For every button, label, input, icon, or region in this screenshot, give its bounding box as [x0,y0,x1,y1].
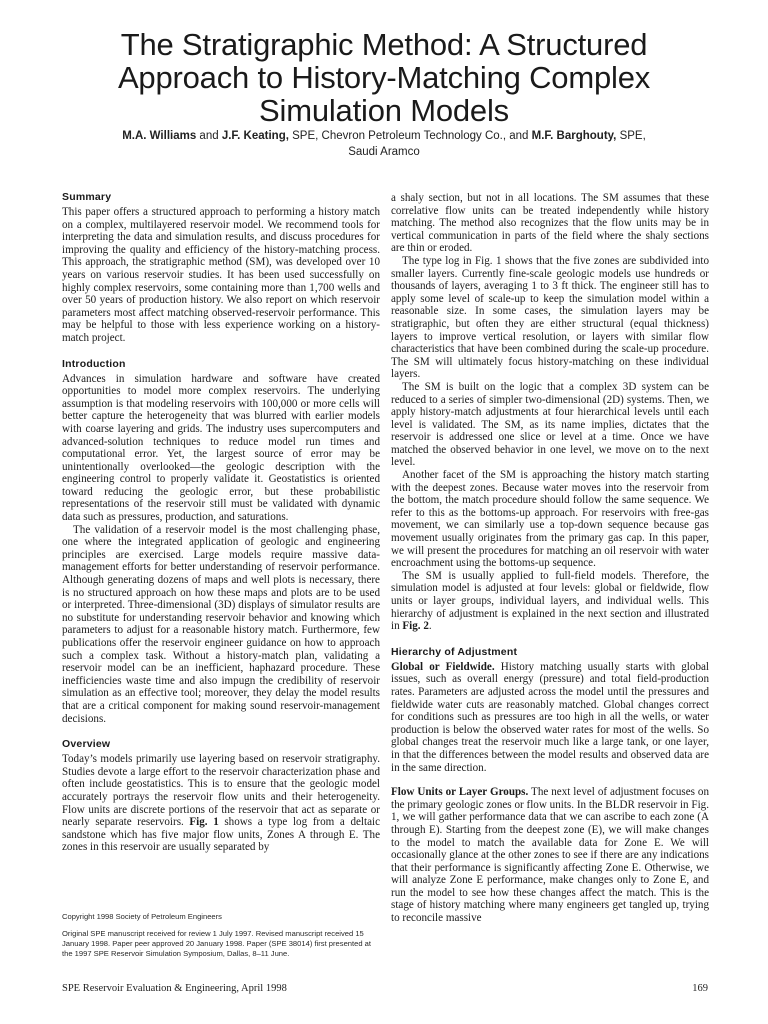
body-paragraph: a shaly section, but not in all locations. The SM assumes that these correlative flow units can be treated independently while history matching. The method also recognizes that the flow units may be in vertical communication in parts of the field where the shaly sections are thin or eroded. [391,192,709,255]
right-column [391,192,709,925]
body-paragraph: Advances in simulation hardware and software have created opportunities to model more complex reservoirs. The underlying assumption is that modeling reservoirs with 100,000 or more cells will better capture the heterogeneity that was blurred with earlier models with coarse layering and grids. The industry uses supercomputers and advanced-solution techniques to reduce model run times and computational error. Yet, the largest source of error may be unintentionally overlooked—the geologic description with the engineering control to properly validate it. Geostatistics is oriented toward reducing the geologic error, but these probabilistic representations of the reservoir still must be validated with dynamic data such as pressures, production, and saturations. [62,372,380,524]
paper-title [40,28,728,127]
author-name: M.F. Barghouty, [531,130,617,142]
author-name: J.F. Keating, [221,130,289,142]
footnote-block [62,912,380,966]
body-paragraph: Global or Fieldwide. History matching usually starts with global issues, such as overall energy (pressure) and total field-production rates. Parameters are adjusted across the model until the pressures and fieldwide water cuts are reasonably matched. Global changes correct for conditions such as pressures are too high in all the wells, or water production is below the observed water rates for most of the wells. So global changes treat the reservoir much like a large tank, or one layer, in that the differences between the model results and observed data are in the same direction. [391,660,709,774]
section-heading-hierarchy: Hierarchy of Adjustment [391,645,518,658]
body-paragraph: Today’s models primarily use layering based on reservoir stratigraphy. Studies devote a large effort to the reservoir characterization phase and often include geostatistics. This is to ensure that the geologic model accurately portrays the reservoir flow units and their heterogeneity. Flow units are discrete portions of the reservoir that act as separate or nearly separate reservoirs. Fig. 1 shows a type log from a deltaic sandstone which has five major flow units, Zones A through E. The zones in this reservoir are usually separated by [62,753,381,854]
author-connector: and [196,130,222,142]
figure-reference: Fig. 2 [402,620,429,633]
author-affiliation: SPE, Chevron Petroleum Technology Co., and [288,130,532,142]
section-heading-overview: Overview [62,738,111,751]
body-paragraph: The SM is usually applied to full-field models. Therefore, the simulation model is adjusted at four levels: global or fieldwide, flow units or layer groups, individual layers, and individual wells. This hierarchy of adjustment is explained in the next section and illustrated in Fig. 2. [391,569,709,633]
summary-paragraph: This paper offers a structured approach to performing a history match on a complex, multilayered reservoir model. We recommend tools for interpreting the data and simulation results, and discuss procedures for improving the quality and efficiency of the history-matching process. This approach, the stratigraphic method (SM), was developed over 10 years on various reservoir studies. It has been used successfully on highly complex reservoirs, some containing more than 1,700 wells and over 50 years of production history. We also report on which reservoir parameters most affect matching observed-reservoir performance. This may be helpful to those with less experience working on a history-match project. [62,206,380,344]
section-heading-summary: Summary [62,191,112,203]
author-name: M.A. Williams [122,130,197,142]
page-number: 169 [692,983,708,994]
author-line [40,128,728,144]
author-block [40,128,728,160]
section-heading-introduction: Introduction [62,357,126,370]
runin-heading: Global or Fieldwide. [391,660,495,673]
title-line: Approach to History-Matching Complex [117,60,651,95]
body-paragraph: The type log in Fig. 1 shows that the five zones are subdivided into smaller layers. Currently fine-scale geologic models use hundreds or thousands of layers, averaging 1 to 3 ft thick. The engineer still has to apply some level of scale-up to keep the simulation model within a reasonable size. In some cases, the simulation layers may be stratigraphic, but often they are either structural (equal thickness) layers to improve vertical resolution, or layers with similar flow characteristics that have been combined during the scale-up procedure. The SM will ultimately focus history-matching on these individual layers. [391,254,709,381]
figure-reference: Fig. 1 [189,816,219,829]
body-paragraph: Flow Units or Layer Groups. The next level of adjustment focuses on the primary geologic zones or flow units. In the BLDR reservoir in Fig. 1, we will gather performance data that we can ascribe to each zone (A through E). Starting from the deepest zone (E), we will make changes to the model to match the available data for Zone E. We will occasionally glance at the other zones to see if there are any indications that their performance is significantly affecting Zone E. Otherwise, we will analyze Zone E performance, make changes only to Zone E, and run the model to see how these changes affect the match. This is the stage of history matching where many engineers get tangled up, trying to reconcile massive [391,786,709,925]
body-paragraph: The validation of a reservoir model is the most challenging phase, one where the integrated application of geologic and engineering principles are exercised. Large models require massive data-management efforts for better understanding of reservoir performance. Although generating dozens of maps and well plots is necessary, there is no structured approach on how these maps and plots are to be used or interpreted. Three-dimensional (3D) displays of simulator results are no substitute for understanding reservoir behavior and knowing which parameters to adjust for a reasonable history match. Furthermore, few publications offer the reservoir engineer guidance on how to approach such a complex task. Without a history-match plan, validating a reservoir model can be an inefficient, haphazard procedure. These inefficiencies waste time and also impugn the credibility of reservoir simulation as an effective tool; moreover, they delay the model results that are a critical component for making sound reservoir-management decisions. [62,523,380,725]
manuscript-note: Original SPE manuscript received for review 1 July 1997. Revised manuscript received 15 January 1998. Paper peer approved 20 January 1998. Paper (SPE 38014) first presented at the 1997 SPE Reservoir Simulation Symposium, Dallas, 8–11 June. [62,929,372,958]
author-affiliation: SPE, [616,130,646,142]
title-line: The Stratigraphic Method: A Structured [120,27,648,62]
body-paragraph: Another facet of the SM is approaching the history match starting with the deepest zones. Because water moves into the reservoir from the bottom, the match procedure should follow the same sequence. We refer to this as the bottoms-up approach. For reservoirs with free-gas movement, we can similarly use a top-down sequence because gas movement usually originates from the primary gas cap. In this paper, we will present the procedures for matching an oil reservoir with water encroachment using the bottoms-up sequence. [391,469,709,570]
body-paragraph: The SM is built on the logic that a complex 3D system can be reduced to a series of simpler two-dimensional (2D) systems. Then, we apply history-match adjustments at four hierarchical levels until each level is validated. The SM, as its name implies, dictates that the reservoir is addressed one slice or level at a time. Once we have matched the observed behavior in one level, we move on to the next level. [391,380,709,469]
author-affiliation-line: Saudi Aramco [348,146,420,158]
runin-heading: Flow Units or Layer Groups. [391,786,529,799]
title-line: Simulation Models [259,93,509,128]
left-column [62,190,380,854]
journal-footer: SPE Reservoir Evaluation & Engineering, April 1998 [62,983,287,994]
copyright-note: Copyright 1998 Society of Petroleum Engineers [62,912,222,921]
